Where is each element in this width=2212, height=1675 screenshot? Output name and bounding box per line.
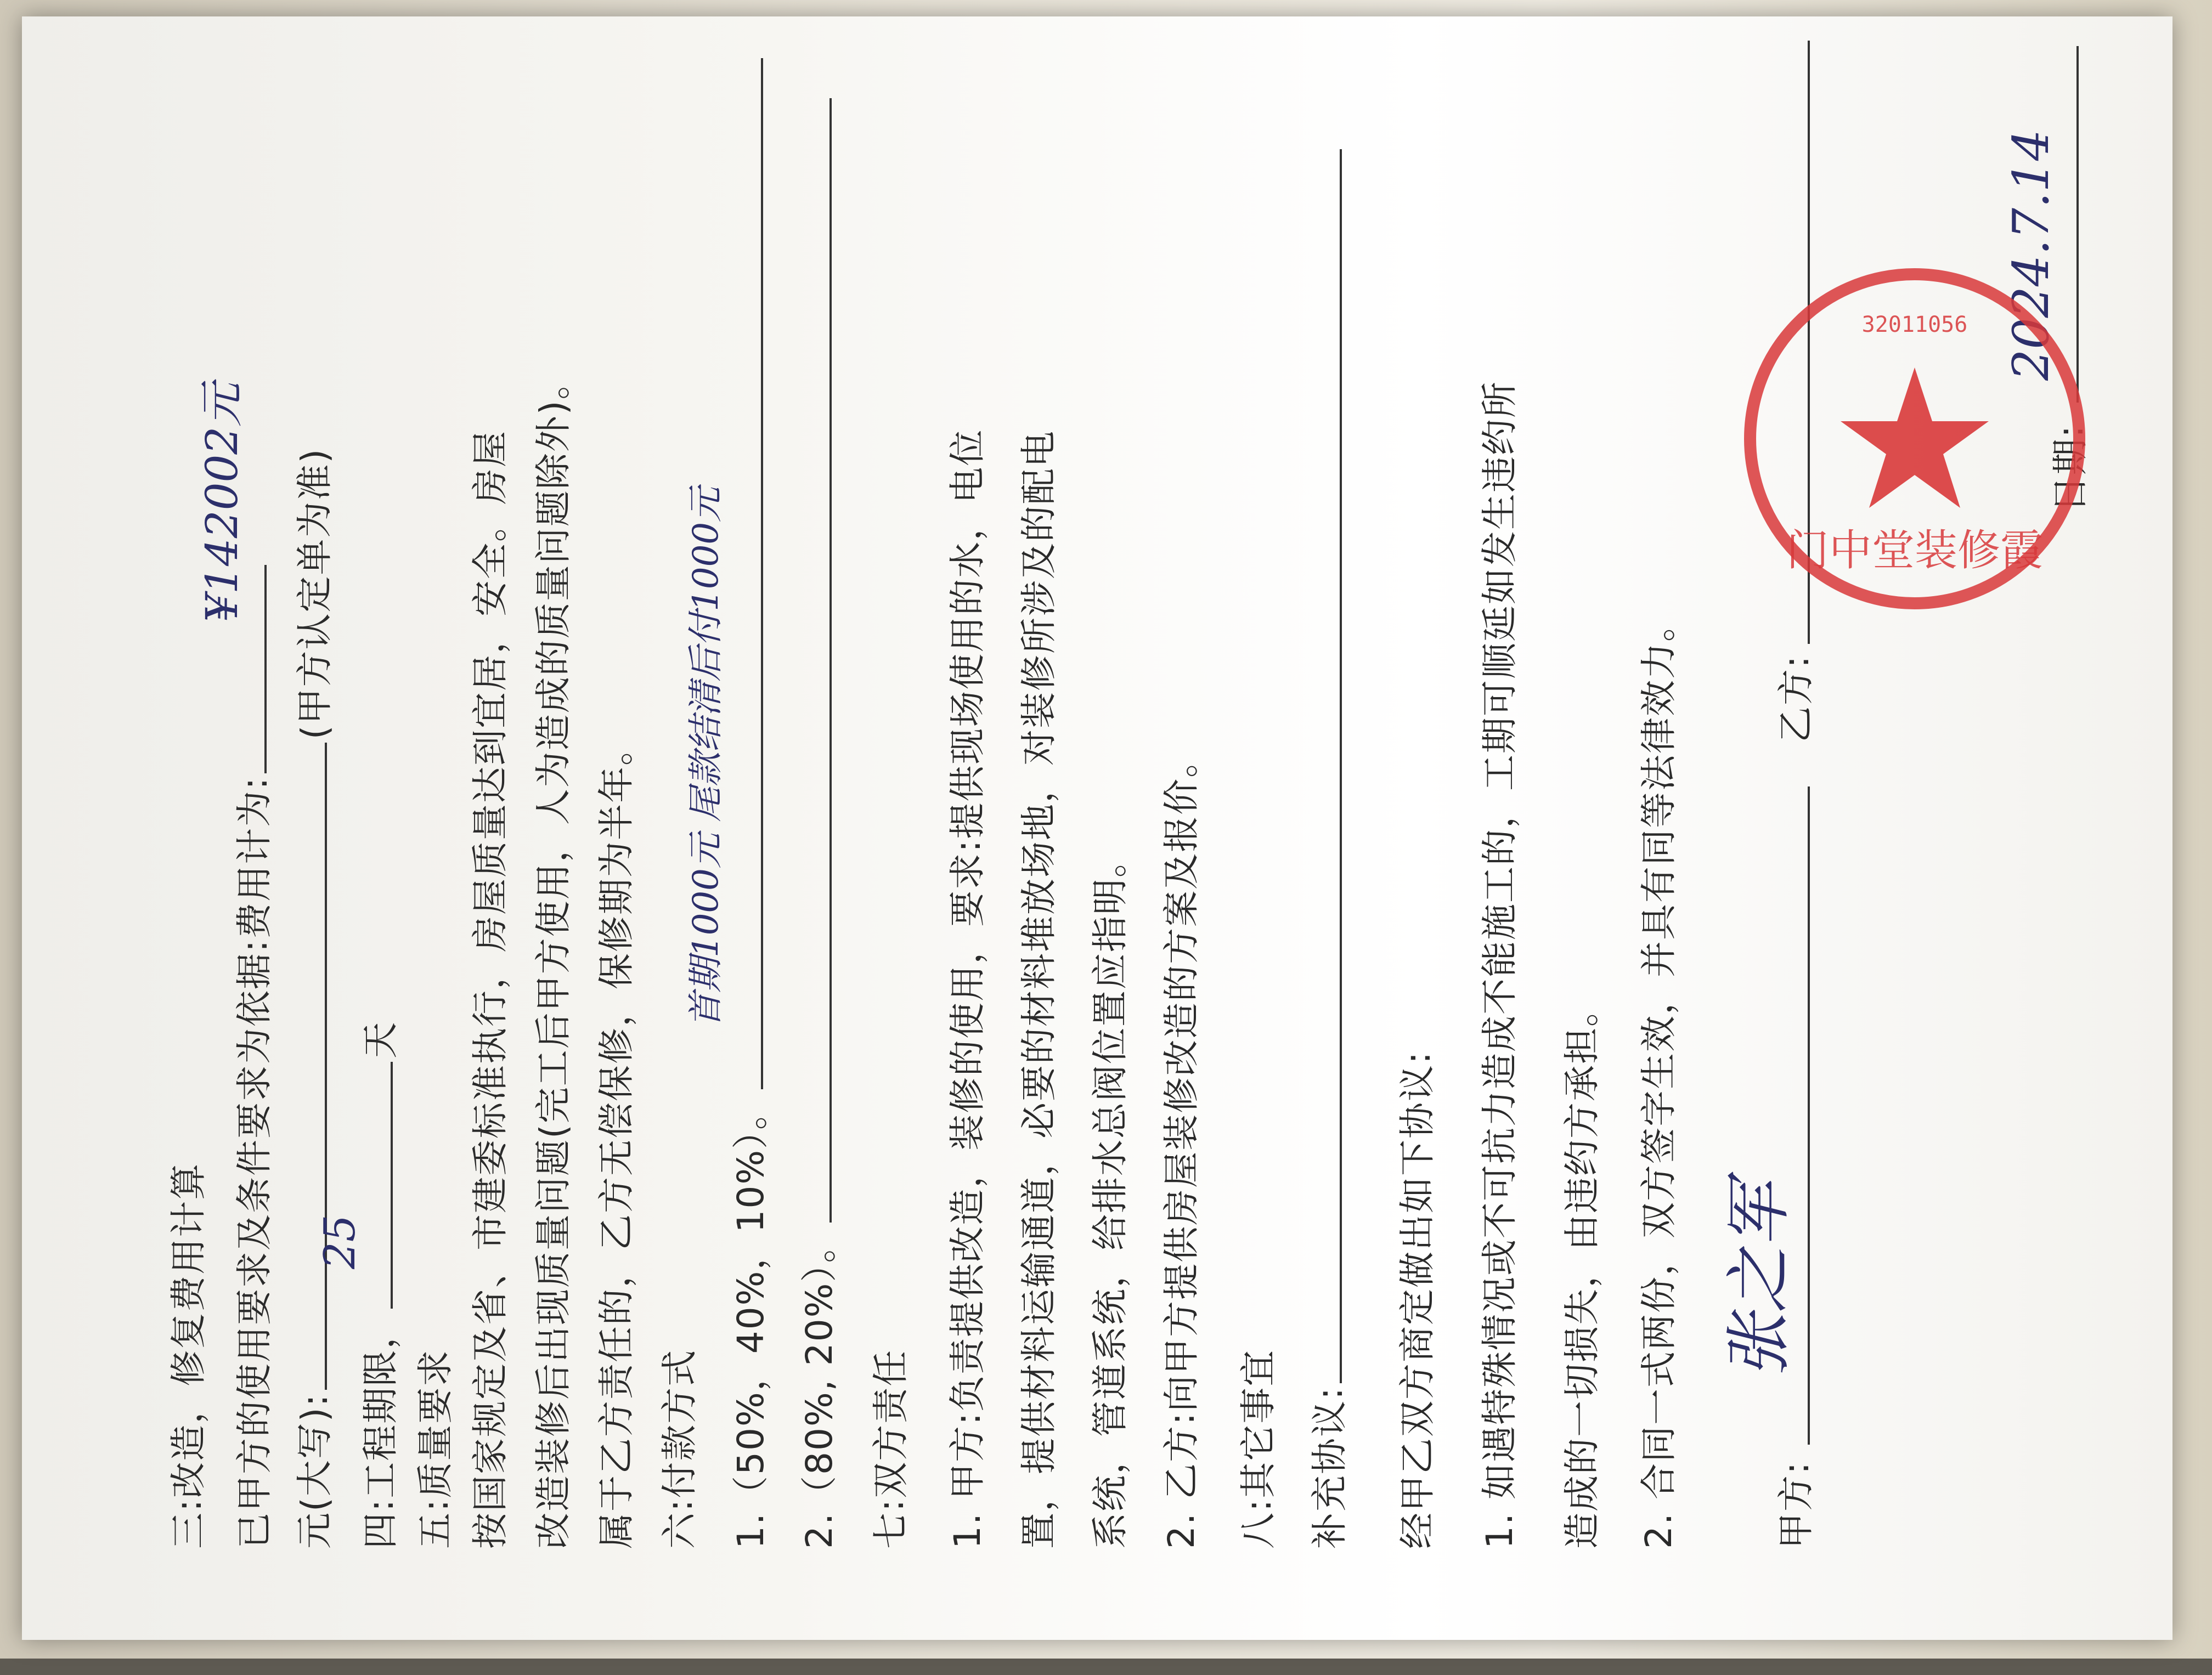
fee-basis-text: 已甲方的使用要求及条件要求为依据:费用计为: (233, 776, 275, 1549)
quality-line-3: 属于乙方责任的，乙方无偿保修，保修期为半年。 (595, 728, 637, 1549)
contract-page (22, 16, 2172, 1640)
date-handwriting: 2024.7.14 (2002, 129, 2060, 381)
agreement-2-line: 2. 合同一式两份，双方签字生效，并具有同等法律效力。 (1638, 604, 1680, 1549)
supplement-line (1300, 146, 1352, 1549)
fee-blank (264, 565, 267, 773)
fee-handwriting: ¥142002元 (196, 382, 247, 622)
amount-label: 元(大写): (294, 1393, 336, 1549)
party-b-label: 乙方: (1775, 654, 1817, 743)
seal-text: 门中堂装修霞 (1786, 526, 2044, 575)
payment-handwriting: 首期1000元 尾款结清后付1000元 (686, 486, 726, 1028)
seal-star-icon (1841, 367, 1989, 508)
section-seven-title: 七:双方责任 (870, 1349, 912, 1549)
payment-1-blank (760, 58, 763, 1089)
supplement-blank (1339, 149, 1342, 1383)
period-handwriting: 25 (315, 1214, 365, 1269)
agreement-1-line-1: 1. 如遇特殊情况或不可抗力造成不能施工的，工期可顺延如发生违约所 (1479, 381, 1521, 1549)
company-seal (1734, 258, 2096, 620)
payment-line-1 (721, 55, 774, 1549)
section-six-title: 六:付款方式 (658, 1349, 701, 1549)
seal-serial: 32011056 (1861, 312, 1968, 337)
period-label: 四:工程期限， (359, 1311, 402, 1549)
payment-2-blank (829, 98, 832, 1223)
payment-line-2 (790, 95, 842, 1549)
duty-a-line-3: 系统，管道系统，给排水总阀位置应指明。 (1089, 840, 1131, 1549)
period-blank (390, 1062, 393, 1309)
payment-1-label: 1.（50%，40%，10%）。 (730, 1092, 772, 1549)
date-label: 日期: (2049, 424, 2091, 512)
duty-a-line-2: 置，提供材料运输通道，必要的材料堆放场地，对装修所涉及的配电 (1018, 430, 1060, 1549)
quality-line-1: 按国家规定及省、市建委标准执行，房屋质量达到宜居，安全。房屋 (469, 430, 511, 1549)
section-five-title: 五:质量要求 (414, 1349, 456, 1549)
duty-a-line-1: 1. 甲方:负责提供改造，装修的使用，要求:提供现场使用的水，电位 (946, 428, 989, 1549)
fee-basis-line (225, 562, 277, 1549)
section-three-title: 三:改造，修复费用计算 (167, 1162, 210, 1549)
party-a-signature-line (1808, 786, 1810, 1445)
period-line (351, 1021, 403, 1549)
duty-b-line: 2. 乙方:向甲方提供房屋装修改造的方案及报价。 (1160, 740, 1203, 1549)
party-a-label: 甲方: (1775, 1461, 1817, 1549)
amount-line (285, 448, 337, 1549)
payment-2-label: 2.（80%, 20%）。 (798, 1225, 840, 1549)
agreement-intro: 经甲乙双方商定做出如下协议: (1396, 1050, 1438, 1549)
party-a-signature: 张之军 (1721, 1181, 1797, 1379)
confirm-note: (甲方认定单为准) (294, 448, 336, 740)
agreement-1-line-2: 造成的一切损失，由违约方承担。 (1561, 989, 1603, 1549)
supplement-label: 补充协议: (1308, 1386, 1351, 1549)
quality-line-2: 改造装修后出现质量问题(完工后甲方使用，人为造成的质量问题除外)。 (532, 362, 574, 1549)
period-unit: 天 (359, 1021, 402, 1059)
amount-blank (324, 743, 327, 1390)
section-eight-title: 八:其它事宜 (1237, 1349, 1279, 1549)
